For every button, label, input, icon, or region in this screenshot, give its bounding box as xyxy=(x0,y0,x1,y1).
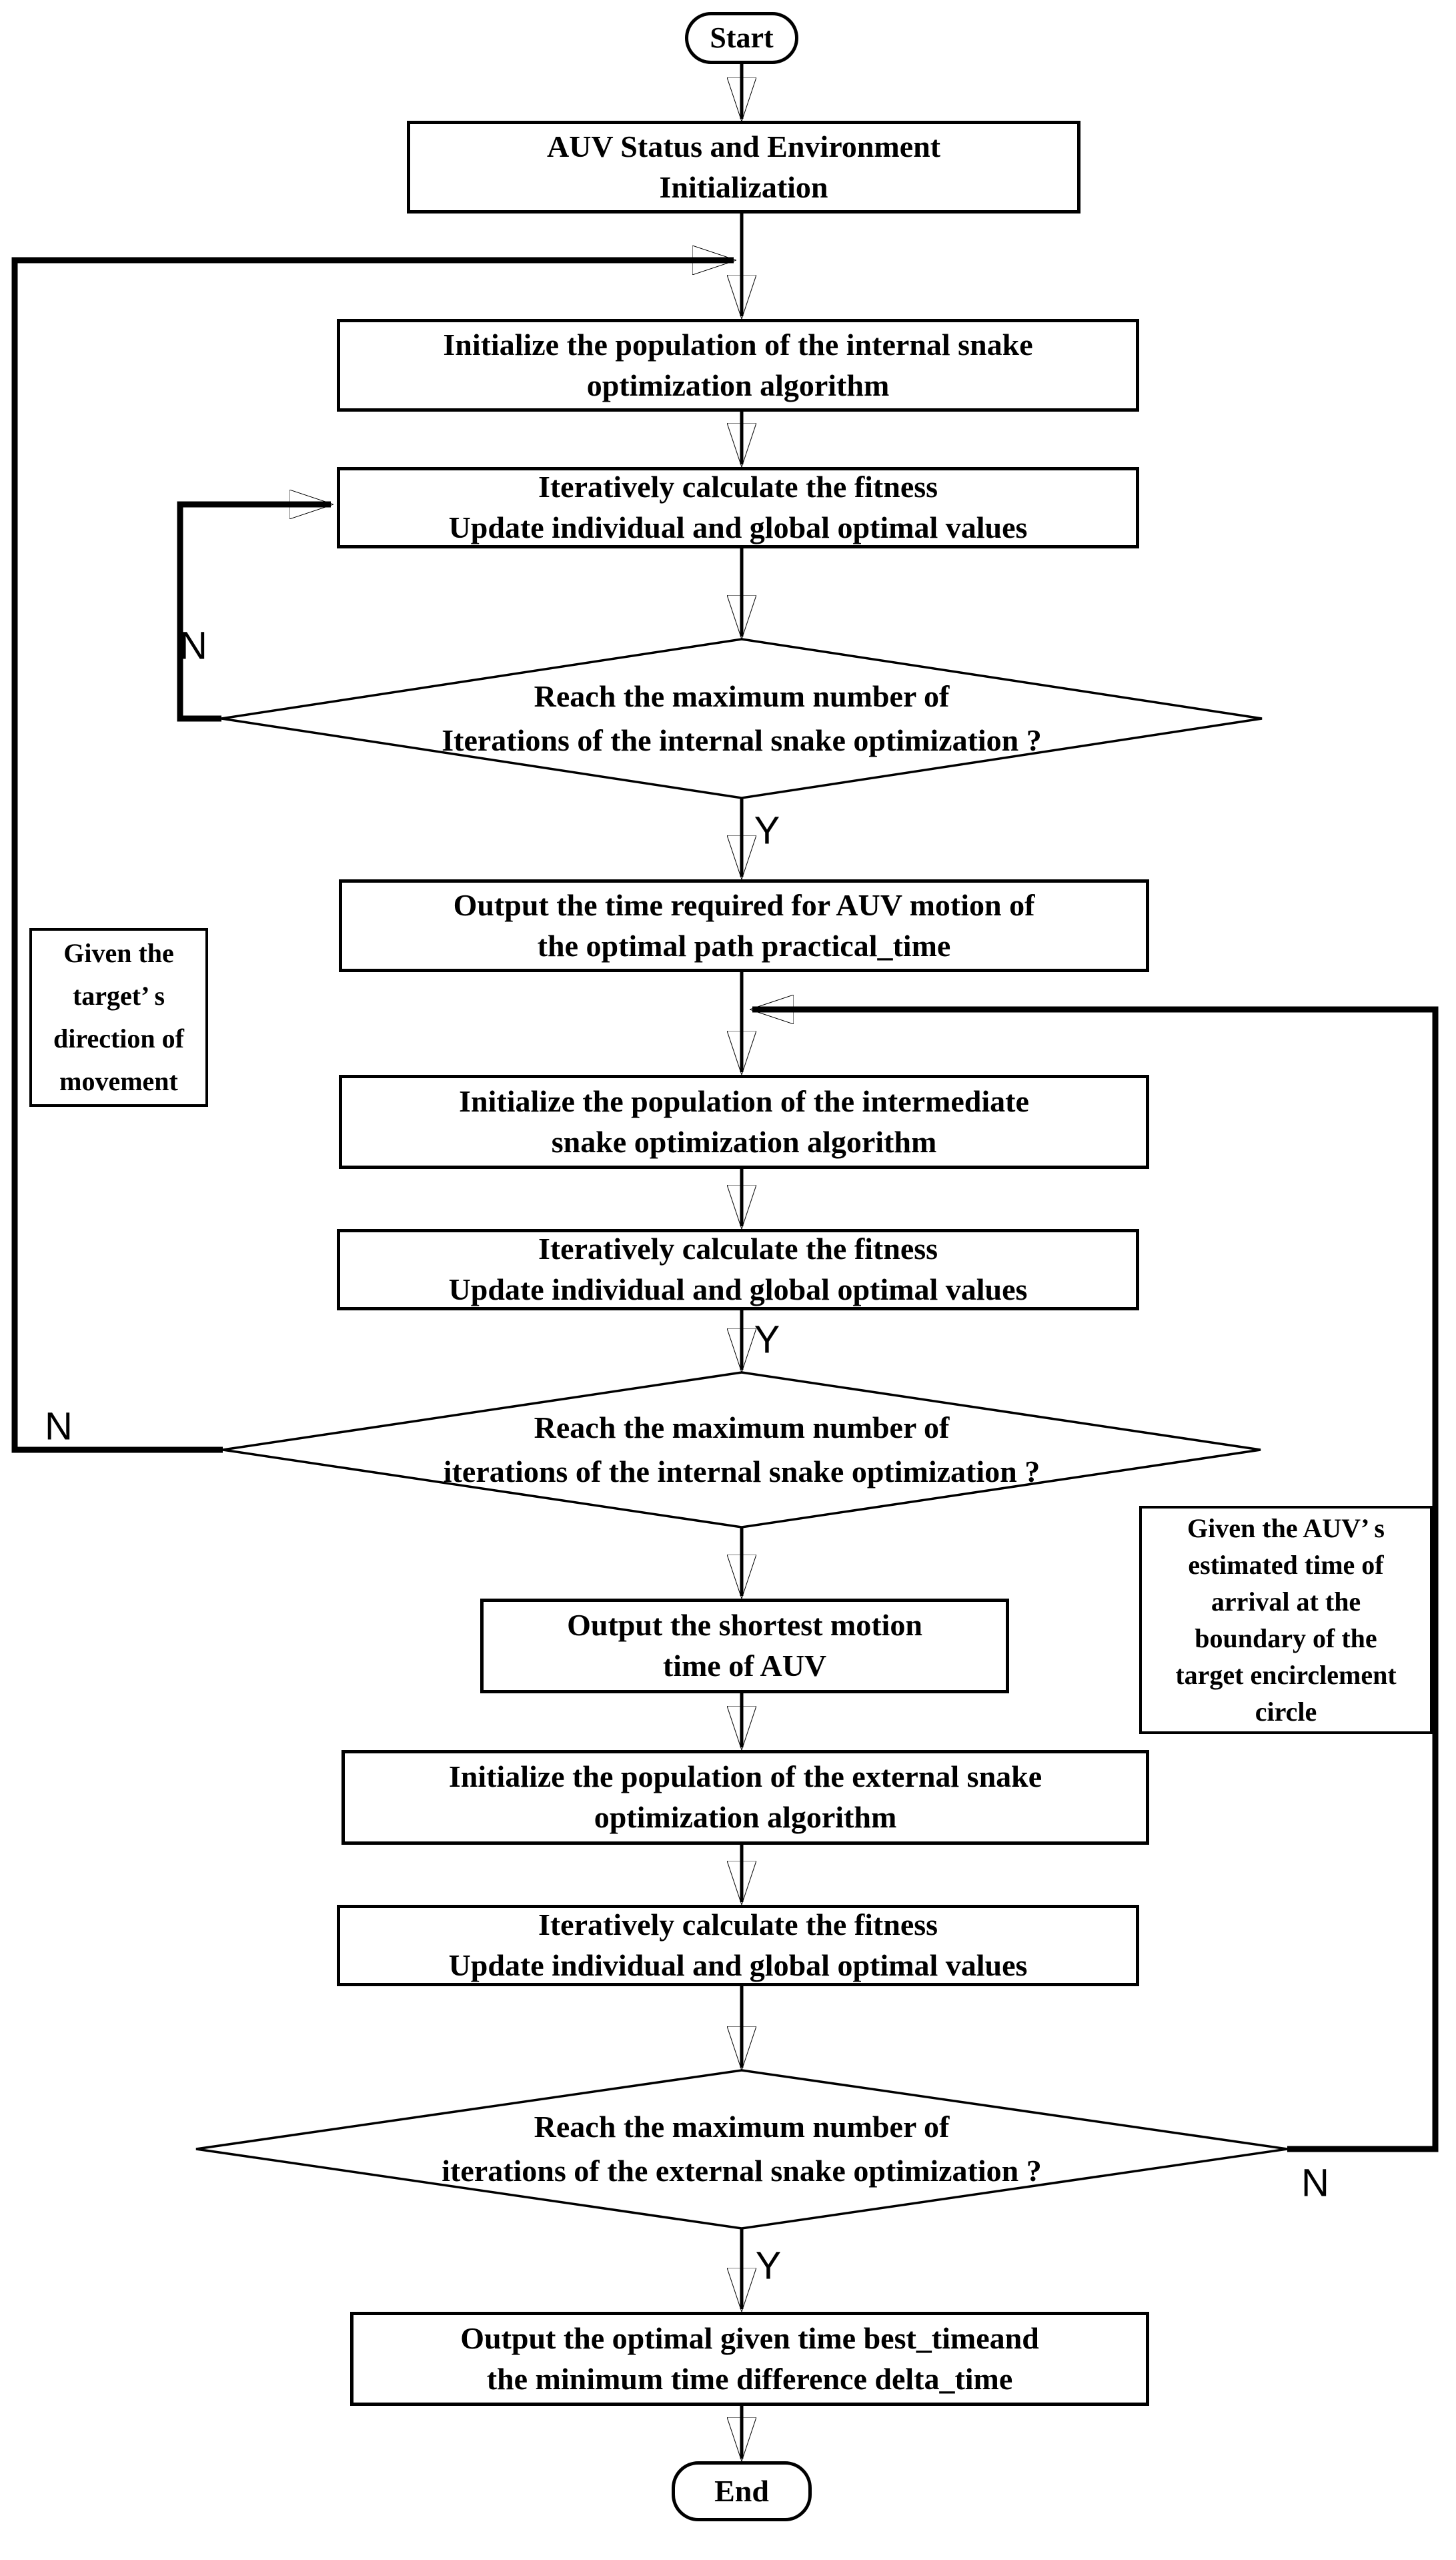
internal-yes-label: Y xyxy=(754,809,780,853)
output-final-line2: the minimum time difference delta_time xyxy=(486,2361,1013,2396)
external-no-label: N xyxy=(1301,2161,1329,2205)
external-decision-line2: iterations of the external snake optimization ? xyxy=(442,2154,1042,2188)
target-direction-note xyxy=(29,928,208,1107)
init-internal-line2: optimization algorithm xyxy=(586,368,890,402)
auv-note-line5: target encirclement xyxy=(1175,1660,1397,1690)
target-note-line3: direction of xyxy=(53,1023,184,1053)
iterate-internal-line2: Update individual and global optimal values xyxy=(448,510,1028,544)
init-intermediate-line2: snake optimization algorithm xyxy=(551,1124,937,1159)
target-note-line2: target’ s xyxy=(72,981,165,1011)
internal-decision-line1: Reach the maximum number of xyxy=(534,679,950,713)
init-internal-line1: Initialize the population of the internal snake xyxy=(443,327,1033,362)
output-practical-line1: Output the time required for AUV motion of xyxy=(453,887,1035,922)
env-init-line2: Initialization xyxy=(659,169,828,204)
auv-note-line3: arrival at the xyxy=(1211,1587,1361,1617)
output-shortest-line2: time of AUV xyxy=(662,1649,827,1683)
iterate-external-line2: Update individual and global optimal values xyxy=(448,1948,1028,1982)
init-internal-process xyxy=(337,319,1139,412)
iterate-internal-process xyxy=(337,467,1139,548)
start-terminator xyxy=(685,12,798,64)
edge-internal-no-loop xyxy=(180,504,331,719)
init-external-line1: Initialize the population of the external snake xyxy=(448,1759,1042,1794)
external-decision-label xyxy=(341,2104,1142,2194)
start-label: Start xyxy=(710,21,774,54)
auv-arrival-note xyxy=(1139,1506,1433,1734)
output-practical-process xyxy=(339,879,1149,972)
external-yes-label: Y xyxy=(755,2244,782,2288)
end-label: End xyxy=(714,2473,769,2508)
iterate-external-process xyxy=(337,1905,1139,1986)
init-intermediate-process xyxy=(339,1075,1149,1169)
target-note-line1: Given the xyxy=(63,938,174,968)
output-shortest-process xyxy=(480,1599,1009,1693)
intermediate-decision-label xyxy=(341,1404,1142,1495)
output-final-process xyxy=(350,2312,1149,2406)
init-external-line2: optimization algorithm xyxy=(594,1800,897,1834)
auv-note-line2: estimated time of xyxy=(1188,1550,1384,1580)
env-init-process xyxy=(407,121,1080,214)
output-practical-line2: the optimal path practical_time xyxy=(537,928,951,963)
auv-note-line4: boundary of the xyxy=(1195,1623,1377,1653)
env-init-line1: AUV Status and Environment xyxy=(546,129,941,163)
internal-no-label: N xyxy=(179,624,207,668)
intermediate-no-label: N xyxy=(45,1404,73,1448)
init-intermediate-line1: Initialize the population of the intermediate xyxy=(459,1084,1029,1118)
intermediate-yes-label: Y xyxy=(754,1318,780,1362)
iterate-intermediate-line1: Iteratively calculate the fitness xyxy=(538,1232,938,1266)
iterate-intermediate-line2: Update individual and global optimal values xyxy=(448,1272,1028,1306)
auv-note-line6: circle xyxy=(1255,1697,1317,1727)
internal-decision-line2: Iterations of the internal snake optimization ? xyxy=(442,723,1042,757)
target-note-line4: movement xyxy=(59,1066,178,1096)
iterate-internal-line1: Iteratively calculate the fitness xyxy=(538,470,938,504)
init-external-process xyxy=(341,1750,1149,1845)
iterate-intermediate-process xyxy=(337,1229,1139,1310)
intermediate-decision-line1: Reach the maximum number of xyxy=(534,1410,950,1444)
internal-decision-label xyxy=(341,673,1142,764)
output-final-line1: Output the optimal given time best_timeand xyxy=(460,2320,1039,2355)
auv-note-line1: Given the AUV’ s xyxy=(1187,1513,1385,1543)
intermediate-decision-line2: iterations of the internal snake optimization ? xyxy=(443,1454,1040,1488)
iterate-external-line1: Iteratively calculate the fitness xyxy=(538,1907,938,1942)
output-shortest-line1: Output the shortest motion xyxy=(567,1608,922,1643)
external-decision-line1: Reach the maximum number of xyxy=(534,2110,950,2144)
end-terminator xyxy=(672,2461,812,2521)
